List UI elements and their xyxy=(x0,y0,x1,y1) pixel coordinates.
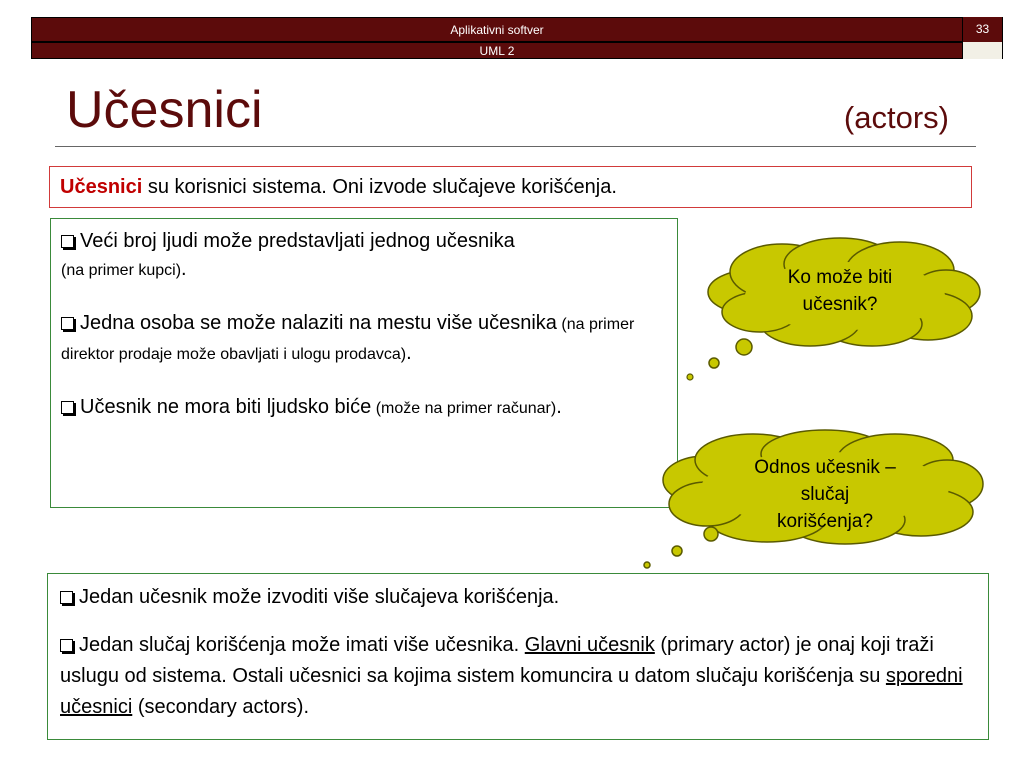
list-item xyxy=(60,582,976,612)
cloud1-text xyxy=(740,264,940,318)
item-text-end: (secondary actors). xyxy=(132,696,309,718)
cloud1-line1: Ko može biti xyxy=(787,267,893,288)
cloud2-line2: slučaj xyxy=(800,484,850,505)
item-main: Jedan učesnik može izvoditi više slučajeva korišćenja. xyxy=(79,586,560,608)
item-text-start: Jedan slučaj korišćenja može imati više učesnika. xyxy=(79,634,525,656)
subheader-box xyxy=(962,42,1002,59)
subheader-bar xyxy=(31,42,1003,59)
list-item xyxy=(60,630,976,723)
checkbox-bullet-icon xyxy=(60,591,73,604)
list-item xyxy=(61,309,667,369)
item-text-middle: (primary actor) je onaj koji traži uslugu od sistema. Ostali učesnici sa kojima sistem komuncira u datom slučaju korišćenja su xyxy=(60,634,934,687)
definition-text: su korisnici sistema. Oni izvode slučajeve korišćenja. xyxy=(142,176,617,198)
page-number: 33 xyxy=(975,22,990,36)
cloud1-line2: učesnik? xyxy=(802,294,878,315)
item-note: (može na primer računar) xyxy=(371,400,557,417)
page-number-box xyxy=(962,17,1002,42)
checkbox-bullet-icon xyxy=(61,317,74,330)
slide-subtitle: (actors) xyxy=(843,100,949,135)
item-main: Jedna osoba se može nalaziti na mestu više učesnika xyxy=(80,312,557,334)
header-subtitle: UML 2 xyxy=(479,44,515,58)
thought-dots xyxy=(700,339,752,381)
item-end: . xyxy=(556,396,562,418)
list-item xyxy=(61,227,667,285)
cloud2-line1: Odnos učesnik – xyxy=(754,457,896,478)
definition-box xyxy=(49,166,972,208)
header-title: Aplikativni softver xyxy=(450,23,544,37)
facts-box xyxy=(50,218,678,508)
item-end: . xyxy=(181,258,187,280)
item-main: Veći broj ljudi može predstavljati jednog učesnika xyxy=(80,230,515,252)
item-note: (na primer kupci) xyxy=(61,262,182,279)
slide-title: Učesnici xyxy=(66,81,263,139)
cloud2-line3: korišćenja? xyxy=(776,511,874,532)
item-note: (na primer direktor prodaje može obavljati i ulogu prodavca) xyxy=(61,316,635,363)
cloud2-text xyxy=(700,454,950,535)
secondary-actor-term: sporedni učesnici xyxy=(60,665,963,718)
checkbox-bullet-icon xyxy=(61,235,74,248)
list-item xyxy=(61,393,667,423)
title-divider xyxy=(55,146,976,147)
definition-keyword: Učesnici xyxy=(60,176,143,198)
relations-box xyxy=(47,573,989,740)
primary-actor-term: Glavni učesnik xyxy=(524,634,655,656)
thought-dot-small-1 xyxy=(685,372,695,382)
header-bar xyxy=(31,17,1003,42)
item-main: Učesnik ne mora biti ljudsko biće xyxy=(80,396,372,418)
checkbox-bullet-icon xyxy=(61,401,74,414)
checkbox-bullet-icon xyxy=(60,639,73,652)
item-end: . xyxy=(406,342,412,364)
